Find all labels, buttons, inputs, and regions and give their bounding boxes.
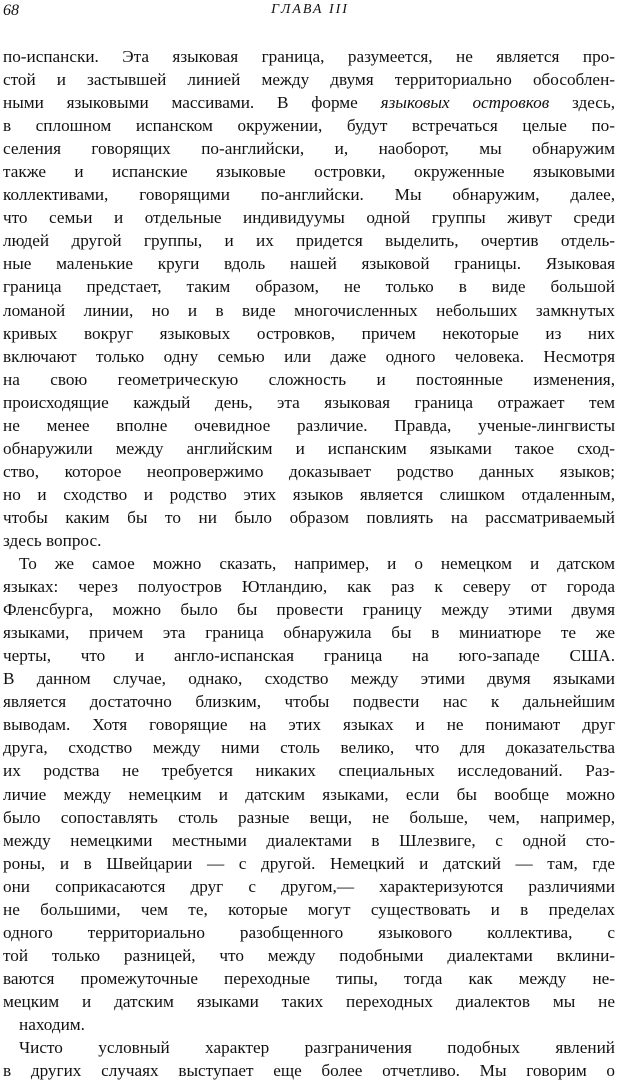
text-line: ными языковыми массивами. В форме языковых островков здесь, (3, 93, 615, 113)
text-line: их родства не требуется никаких специальных исследований. Раз- (3, 761, 615, 781)
text-line: является достаточно близким, чтобы подвести нас к дальнейшим (3, 692, 615, 712)
text-line: мецким и датским языками таких переходных диалектов мы не (3, 991, 615, 1011)
running-head (0, 2, 620, 22)
text-line: чтобы каким бы то ни было образом повлиять на рассматриваемый (3, 507, 615, 527)
paragraph-start-line: То же самое можно сказать, например, и о немецком и датском (19, 554, 615, 574)
text-line: по-испански. Эта языковая граница, разумеется, не является про- (3, 47, 615, 66)
text-line: селения говорящих по-английски, и, наоборот, мы обнаружим (3, 139, 615, 159)
paragraph-end-line: здесь вопрос. (3, 530, 102, 550)
text-line: но и сходство и родство этих языков является слишком отдаленным, (3, 484, 615, 504)
text-line: происходящие каждый день, эта языковая граница отражает тем (3, 392, 615, 412)
body-text (3, 45, 615, 1082)
text-line: было сопоставлять столь разные вещи, не больше, чем, например, (3, 807, 615, 827)
text-line: языках: через полуостров Ютландию, как раз к северу от города (3, 577, 615, 597)
text-line: на свою геометрическую сложность и постоянные изменения, (3, 369, 615, 389)
text-line: Фленсбурга, можно было бы провести границу между этими двумя (3, 600, 615, 620)
text-line: людей другой группы, и их придется выделить, очертив отдель- (3, 231, 615, 251)
text-line: той только разницей, что между подобными диалектами вклини- (3, 945, 615, 965)
text-line: одного территориально разобщенного языкового коллектива, с (3, 922, 615, 942)
text-line: не менее вполне очевидное различие. Правда, ученые-лингвисты (3, 415, 615, 435)
text-line: ные маленькие круги вдоль нашей языковой границы. Языковая (3, 254, 615, 274)
text-line: личие между немецким и датским языками, если бы вообще можно (3, 784, 615, 804)
italic-term: языковых островков (380, 93, 550, 113)
text-line: также и испанские языковые островки, окруженные языковыми (3, 162, 615, 182)
paragraph-start-line: Чисто условный характер разграничения подобных явлений (19, 1038, 615, 1058)
text-line: они соприкасаются друг с другом,— характеризуются различиями (3, 876, 615, 896)
paragraph-end-line: находим. (19, 1014, 85, 1034)
text-line: В данном случае, однако, сходство между этими двумя языками (3, 669, 615, 689)
text-line: граница предстает, таким образом, не только в виде большой (3, 277, 615, 297)
text-line: ломаной линии, но и в виде многочисленных небольших замкнутых (3, 300, 615, 320)
text-line: кривых вокруг языковых островков, причем некоторые из них (3, 323, 615, 343)
text-line: не большими, чем те, которые могут существовать и в пределах (3, 899, 615, 919)
text-line: стой и застывшей линией между двумя территориально обособлен- (3, 70, 615, 90)
text-line: черты, что и англо-испанская граница на юго-западе США. (3, 646, 615, 666)
text-line: роны, и в Швейцарии — с другой. Немецкий и датский — там, где (3, 853, 615, 873)
text-line: выводам. Хотя говорящие на этих языках и не понимают друг (3, 715, 615, 735)
text-line: ство, которое неопровержимо доказывает родство данных языков; (3, 461, 615, 481)
text-line: в других случаях выступает еще более отчетливо. Мы говорим о (3, 1061, 615, 1081)
text-line: коллективами, говорящими по-английски. Мы обнаружим, далее, (3, 185, 615, 205)
text-line: что семьи и отдельные индивидуумы одной группы живут среди (3, 208, 615, 228)
text-line: ваются промежуточные переходные типы, тогда как между не- (3, 968, 615, 988)
chapter-title: ГЛАВА III (271, 2, 349, 17)
text-line: в сплошном испанском окружении, будут встречаться целые по- (3, 116, 615, 136)
text-line: друга, сходство между ними столь велико, что для доказательства (3, 738, 615, 758)
text-line: языками, причем эта граница обнаружила бы в миниатюре те же (3, 623, 615, 643)
text-line: включают только одну семью или даже одного человека. Несмотря (3, 346, 615, 366)
text-line: обнаружили между английским и испанским языками такое сход- (3, 438, 615, 458)
text-line: между немецкими местными диалектами в Шлезвиге, с одной сто- (3, 830, 615, 850)
page-number: 68 (3, 2, 19, 19)
